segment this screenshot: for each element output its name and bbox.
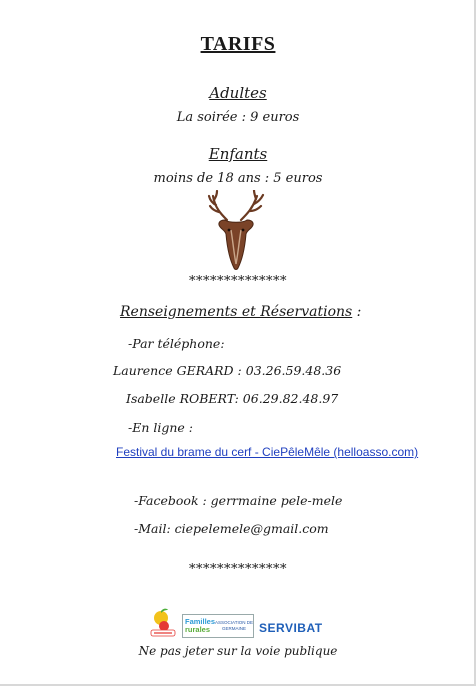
facebook-line: -Facebook : gerrmaine pele-mele bbox=[134, 493, 343, 508]
separator-bottom: ************** bbox=[189, 562, 287, 577]
online-label: -En ligne : bbox=[128, 420, 194, 435]
familles-rurales-wordmark bbox=[185, 617, 216, 634]
familles-word: Familles bbox=[185, 617, 216, 626]
familles-rurales-subtitle: ASSOCIATION DE GERMAINE bbox=[215, 620, 253, 631]
contact-isabelle: Isabelle ROBERT: 06.29.82.48.97 bbox=[126, 391, 339, 406]
adultes-price: La soirée : 9 euros bbox=[176, 110, 300, 125]
mail-line: -Mail: ciepelemele@gmail.com bbox=[134, 521, 329, 536]
rurales-word: rurales bbox=[185, 625, 211, 634]
servibat-logo: SERVIBAT bbox=[259, 621, 323, 635]
enfants-heading: Enfants bbox=[208, 145, 268, 163]
deer-head-icon bbox=[207, 190, 265, 272]
enfants-price: moins de 18 ans : 5 euros bbox=[153, 171, 323, 186]
page-title: TARIFS bbox=[200, 33, 276, 55]
fruit-logo-icon bbox=[148, 608, 178, 638]
helloasso-link[interactable]: Festival du brame du cerf - CiePêleMêle (helloasso.com) bbox=[116, 445, 419, 459]
separator-top: ************** bbox=[189, 274, 287, 289]
renseignements-heading bbox=[120, 304, 361, 320]
familles-rurales-logo bbox=[182, 614, 254, 638]
phone-label: -Par téléphone: bbox=[128, 336, 225, 351]
contact-laurence: Laurence GERARD : 03.26.59.48.36 bbox=[113, 363, 342, 378]
renseignements-colon: : bbox=[352, 304, 362, 320]
adultes-heading: Adultes bbox=[209, 84, 267, 102]
footer-notice: Ne pas jeter sur la voie publique bbox=[138, 644, 338, 658]
renseignements-title: Renseignements et Réservations bbox=[120, 304, 353, 320]
